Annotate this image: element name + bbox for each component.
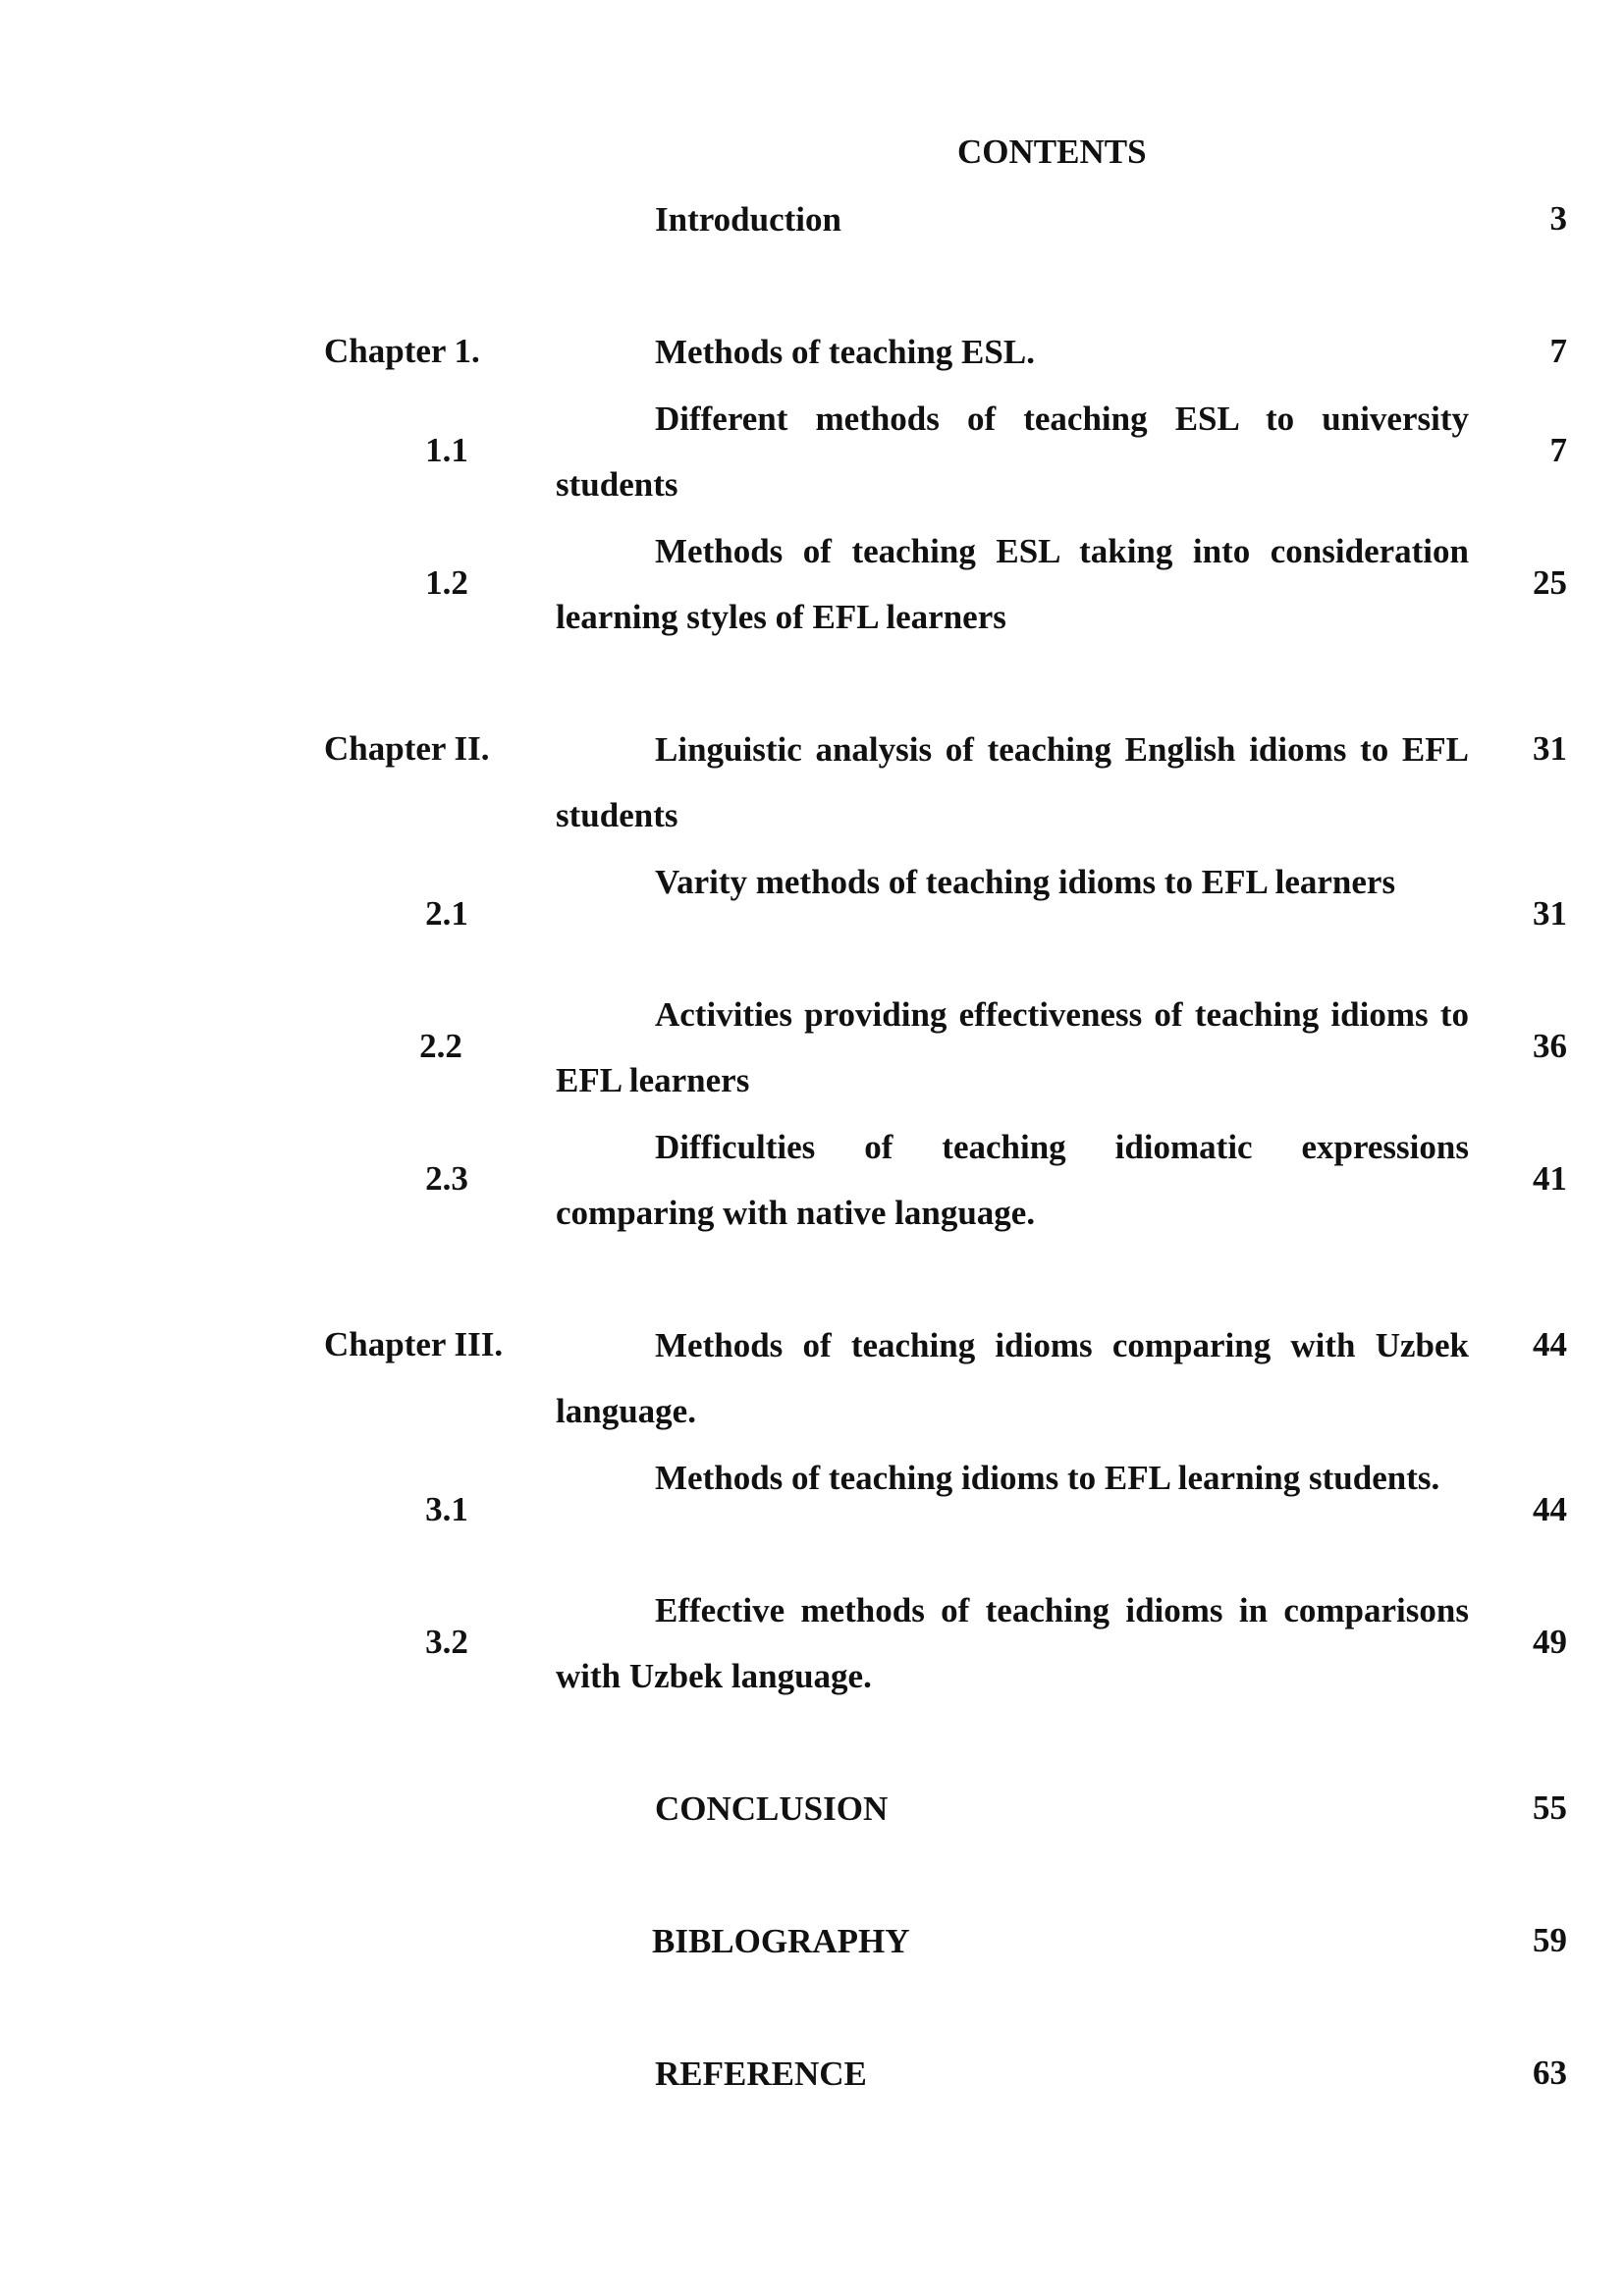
chapter-label: Chapter II. [324, 729, 490, 768]
entry-title: Effective methods of teaching idioms in comparisons with Uzbek language. [556, 1591, 1469, 1695]
entry-title: Activities providing effectiveness of teaching idioms to EFL learners [556, 995, 1469, 1099]
entry-title: Difficulties of teaching idiomatic expressions comparing with native language. [556, 1128, 1469, 1232]
page-number: 41 [1533, 1159, 1567, 1198]
entry-title: REFERENCE [655, 2055, 867, 2093]
section-number: 3.1 [425, 1490, 468, 1528]
section-number: 2.3 [425, 1159, 468, 1198]
entry-title: Different methods of teaching ESL to university students [556, 400, 1469, 504]
entry-title: Introduction [655, 200, 841, 239]
entry-title: CONCLUSION [655, 1789, 889, 1828]
page-number: 31 [1533, 729, 1567, 768]
page-number: 3 [1549, 199, 1567, 238]
page-number: 44 [1533, 1325, 1567, 1363]
page-title: CONTENTS [957, 133, 1147, 171]
entry-title: Methods of teaching ESL taking into consideration learning styles of EFL learners [556, 532, 1469, 636]
page-number: 25 [1533, 563, 1567, 602]
page-number: 7 [1549, 431, 1567, 469]
entry-title: Methods of teaching ESL. [655, 333, 1035, 371]
entry-title: BIBLOGRAPHY [652, 1922, 910, 1960]
page-number: 31 [1533, 894, 1567, 933]
chapter-label: Chapter 1. [324, 332, 480, 370]
page-number: 44 [1533, 1490, 1567, 1528]
page-number: 7 [1549, 332, 1567, 370]
section-number: 2.2 [419, 1027, 462, 1065]
entry-title: Methods of teaching idioms to EFL learning students. [655, 1459, 1440, 1497]
entry-title: Varity methods of teaching idioms to EFL learners [655, 863, 1396, 901]
page-number: 55 [1533, 1789, 1567, 1827]
page-number: 36 [1533, 1027, 1567, 1065]
page-number: 59 [1533, 1921, 1567, 1959]
page-number: 63 [1533, 2054, 1567, 2092]
entry-title: Methods of teaching idioms comparing with Uzbek language. [556, 1326, 1469, 1430]
chapter-label: Chapter III. [324, 1325, 504, 1363]
entry-title: Linguistic analysis of teaching English idioms to EFL students [556, 730, 1469, 834]
page-number: 49 [1533, 1623, 1567, 1661]
section-number: 2.1 [425, 894, 468, 933]
section-number: 3.2 [425, 1623, 468, 1661]
section-number: 1.2 [425, 563, 468, 602]
section-number: 1.1 [425, 431, 468, 469]
